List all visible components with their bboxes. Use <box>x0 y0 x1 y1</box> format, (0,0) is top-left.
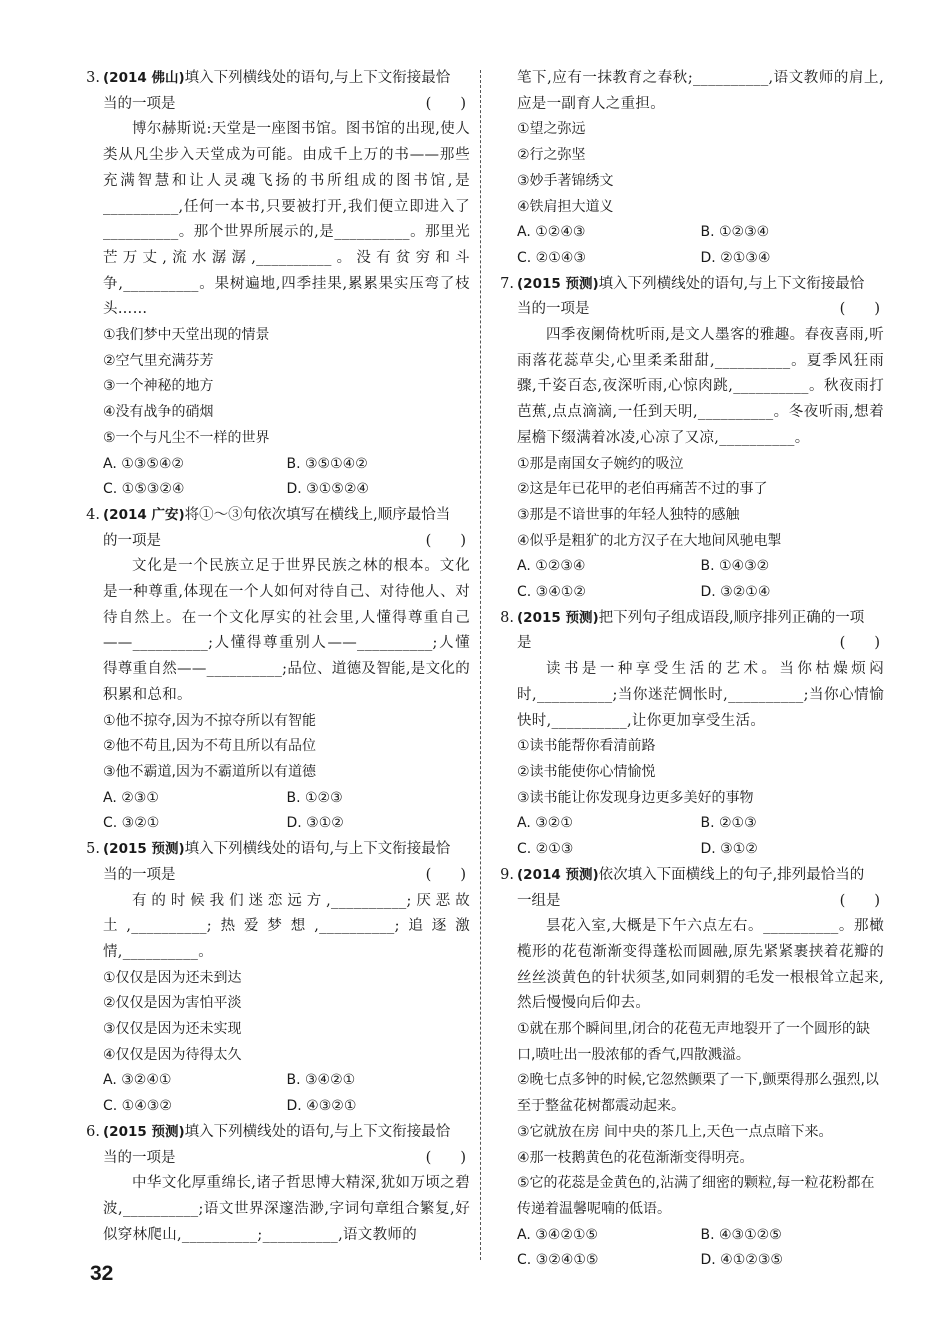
choice-item: ③读书能让你发现身边更多美好的事物 <box>517 789 754 806</box>
option-d[interactable]: D. ②①③④ <box>700 249 771 266</box>
question-stem: 填入下列横线处的语句,与上下文衔接最恰 <box>598 275 865 292</box>
option-d[interactable]: D. ③①② <box>286 815 344 832</box>
answer-options <box>492 554 884 605</box>
option-a[interactable]: A. ③②① <box>517 815 573 832</box>
question-stem-cont: 当的一项是 <box>517 301 590 318</box>
choice-item: ①望之弥远 <box>517 121 586 138</box>
passage: 博尔赫斯说:天堂是一座图书馆。图书馆的出现,使人类从凡尘步入天堂成为可能。由成千上万的书——那些充满智慧和让人灵魂飞扬的书所组成的图书馆,是__________,任何一本书,只要被打开,我们便立即进入了__________。那个世界所展示的,是__________。那里光芒万丈,流水潺潺,__________。没有贫穷和斗争,__________。果树遍地,四季挂果,累累果实压弯了枝头…… <box>103 121 470 318</box>
choice-item: ④仅仅是因为待得太久 <box>103 1046 242 1063</box>
question-number: 5. <box>86 841 100 858</box>
option-c[interactable]: C. ②①④③ <box>517 249 586 266</box>
question-source: (2014 预测) <box>517 866 599 883</box>
option-b[interactable]: B. ④③①②⑤ <box>700 1226 782 1243</box>
right-column <box>492 66 884 1274</box>
passage: 文化是一个民族立足于世界民族之林的根本。文化是一种尊重,体现在一个人如何对待自己、对待他人、对待自然上。在一个文化厚实的社会里,人懂得尊重自己——__________;人懂得尊重别人——__________;人懂得尊重自然——__________;品位、道德及智能,是文化的积累和总和。 <box>103 558 470 703</box>
choice-item: ①我们梦中天堂出现的情景 <box>103 327 270 344</box>
question-number: 9. <box>500 866 514 883</box>
choice-item: ①他不掠夺,因为不掠夺所以有智能 <box>103 712 317 729</box>
question-source: (2014 广安) <box>103 506 185 523</box>
question-stem: 依次填入下面横线上的句子,排列最恰当的 <box>598 866 865 883</box>
answer-bracket: ( ) <box>839 301 880 318</box>
question-stem-cont: 当的一项是 <box>103 1149 176 1166</box>
choice-item: ①那是南国女子婉约的吸泣 <box>517 455 684 472</box>
question-number: 7. <box>500 275 514 292</box>
option-c[interactable]: C. ③④①② <box>517 584 586 601</box>
choice-item: ③妙手著锦绣文 <box>517 172 614 189</box>
passage: 昙花入室,大概是下午六点左右。__________。那橄榄形的花苞渐渐变得蓬松而圆融,原先紧紧裹挟着花瓣的丝丝淡黄色的针状须茎,如同刺猬的毛发一根根耸立起来,然后慢慢向后仰去。 <box>517 918 884 1012</box>
question-stem-cont: 的一项是 <box>103 532 161 549</box>
answer-options <box>78 786 470 837</box>
option-b[interactable]: B. ②①③ <box>700 815 757 832</box>
choice-item: ③一个神秘的地方 <box>103 378 214 395</box>
question-source: (2014 佛山) <box>103 70 185 86</box>
answer-bracket: ( ) <box>425 95 466 112</box>
page-number: 32 <box>90 1262 114 1285</box>
question-number: 3. <box>86 70 100 86</box>
option-a[interactable]: A. ③②④① <box>103 1072 172 1089</box>
option-b[interactable]: B. ①④③② <box>700 558 770 575</box>
choice-item: ④没有战争的硝烟 <box>103 404 214 421</box>
option-d[interactable]: D. ④③②① <box>286 1098 357 1115</box>
choice-item: ②空气里充满芬芳 <box>103 352 214 369</box>
passage: 读书是一种享受生活的艺术。当你枯燥烦闷时,__________;当你迷茫惆怅时,__________;当你心情愉快时,__________,让你更加享受生活。 <box>517 661 884 729</box>
answer-options <box>78 1068 470 1119</box>
answer-bracket: ( ) <box>425 866 466 883</box>
choice-item: ④那一枝鹅黄色的花苞渐渐变得明亮。 <box>517 1149 754 1166</box>
option-d[interactable]: D. ④①②③⑤ <box>700 1252 783 1269</box>
choice-item: ③仅仅是因为还未实现 <box>103 1021 242 1038</box>
answer-options <box>492 220 884 271</box>
question-source: (2015 预测) <box>517 609 599 626</box>
answer-options <box>492 1223 884 1274</box>
choice-item: ④铁肩担大道义 <box>517 198 614 215</box>
option-a[interactable]: A. ①②③④ <box>517 558 586 575</box>
question-source: (2015 预测) <box>103 841 185 858</box>
option-b[interactable]: B. ③④②① <box>286 1072 356 1089</box>
question-stem-cont: 当的一项是 <box>103 95 176 112</box>
option-c[interactable]: C. ①④③② <box>103 1098 172 1115</box>
choice-item: ③它就放在房 间中央的茶几上,天色一点点暗下来。 <box>517 1123 833 1140</box>
choice-item: ②读书能使你心情愉悦 <box>517 763 656 780</box>
passage: 四季夜阑倚枕听雨,是文人墨客的雅趣。春夜喜雨,听雨落花蕊草尖,心里柔柔甜甜,__________。夏季风狂雨骤,千姿百态,夜深听雨,心惊肉跳,__________。秋夜雨打芭蕉,点点滴滴,一任到天明,__________。冬夜听雨,想着屋檐下缀满着冰凌,心凉了又凉,__________。 <box>517 327 884 446</box>
question-stem: 填入下列横线处的语句,与上下文衔接最恰 <box>184 70 451 86</box>
question-5 <box>78 837 470 1120</box>
option-d[interactable]: D. ③②①④ <box>700 584 771 601</box>
option-c[interactable]: C. ①⑤③②④ <box>103 481 185 498</box>
question-6-continued <box>492 66 884 272</box>
question-9 <box>492 863 884 1274</box>
question-source: (2015 预测) <box>517 275 599 292</box>
choice-item: ①读书能帮你看清前路 <box>517 738 656 755</box>
question-stem: 将①～③句依次填写在横线上,顺序最恰当 <box>184 506 451 523</box>
option-a[interactable]: A. ②③① <box>103 789 159 806</box>
option-b[interactable]: B. ①②③④ <box>700 224 770 241</box>
option-a[interactable]: A. ③④②①⑤ <box>517 1226 598 1243</box>
choice-item: ⑤它的花蕊是金黄色的,沾满了细密的颗粒,每一粒花粉都在传递着温馨呢喃的低语。 <box>517 1175 875 1217</box>
passage: 有的时候我们迷恋远方,__________;厌恶故土,__________;热爱梦想,__________;追逐激情,__________。 <box>103 892 470 960</box>
option-d[interactable]: D. ③①⑤②④ <box>286 481 369 498</box>
question-7 <box>492 272 884 606</box>
question-stem-cont: 是 <box>517 635 532 652</box>
answer-bracket: ( ) <box>839 892 880 909</box>
passage: 笔下,应有一抹教育之春秋;__________,语文教师的肩上,应是一副育人之重担。 <box>517 70 884 112</box>
option-a[interactable]: A. ①②④③ <box>517 224 586 241</box>
question-number: 6. <box>86 1123 100 1140</box>
left-column <box>78 66 470 1248</box>
question-number: 8. <box>500 609 514 626</box>
choice-item: ⑤一个与凡尘不一样的世界 <box>103 429 270 446</box>
choice-item: ③那是不谙世事的年轻人独特的感触 <box>517 506 740 523</box>
answer-bracket: ( ) <box>425 1149 466 1166</box>
passage: 中华文化厚重绵长,诸子哲思博大精深,犹如万顷之碧波,__________;语文世界深邃浩渺,字词句章组合繁复,好似穿林爬山,__________;__________,语文教师的 <box>103 1175 470 1243</box>
option-b[interactable]: B. ③⑤①④② <box>286 455 368 472</box>
question-6 <box>78 1120 470 1249</box>
choice-item: ②他不苟且,因为不苟且所以有品位 <box>103 738 317 755</box>
answer-bracket: ( ) <box>425 532 466 549</box>
question-stem: 填入下列横线处的语句,与上下文衔接最恰 <box>184 1123 451 1140</box>
choice-item: ③他不霸道,因为不霸道所以有道德 <box>103 763 317 780</box>
question-stem-cont: 一组是 <box>517 892 561 909</box>
question-stem-cont: 当的一项是 <box>103 866 176 883</box>
option-c[interactable]: C. ③②④①⑤ <box>517 1252 599 1269</box>
option-c[interactable]: C. ③②① <box>103 815 160 832</box>
question-source: (2015 预测) <box>103 1123 185 1140</box>
question-number: 4. <box>86 506 100 523</box>
choice-item: ①就在那个瞬间里,闭合的花苞无声地裂开了一个圆形的缺口,喷吐出一股浓郁的香气,四散溅溢。 <box>517 1021 870 1063</box>
question-4 <box>78 503 470 837</box>
option-a[interactable]: A. ①③⑤④② <box>103 455 184 472</box>
choice-item: ②行之弥坚 <box>517 147 586 164</box>
question-stem: 把下列句子组成语段,顺序排列正确的一项 <box>598 609 865 626</box>
choice-item: ②这是年已花甲的老伯再痛苦不过的事了 <box>517 481 768 498</box>
answer-options <box>492 811 884 862</box>
answer-bracket: ( ) <box>839 635 880 652</box>
choice-item: ④似乎是粗犷的北方汉子在大地间风驰电掣 <box>517 532 782 549</box>
choice-item: ②仅仅是因为害怕平淡 <box>103 995 242 1012</box>
option-d[interactable]: D. ③①② <box>700 841 758 858</box>
option-b[interactable]: B. ①②③ <box>286 789 343 806</box>
choice-item: ②晚七点多钟的时候,它忽然颤栗了一下,颤栗得那么强烈,以至于整盆花树都震动起来。 <box>517 1072 879 1115</box>
question-stem: 填入下列横线处的语句,与上下文衔接最恰 <box>184 841 451 858</box>
question-3 <box>78 66 470 503</box>
choice-item: ①仅仅是因为还未到达 <box>103 969 242 986</box>
column-divider <box>480 70 481 1260</box>
answer-options <box>78 452 470 503</box>
option-c[interactable]: C. ②①③ <box>517 841 574 858</box>
question-8 <box>492 606 884 863</box>
